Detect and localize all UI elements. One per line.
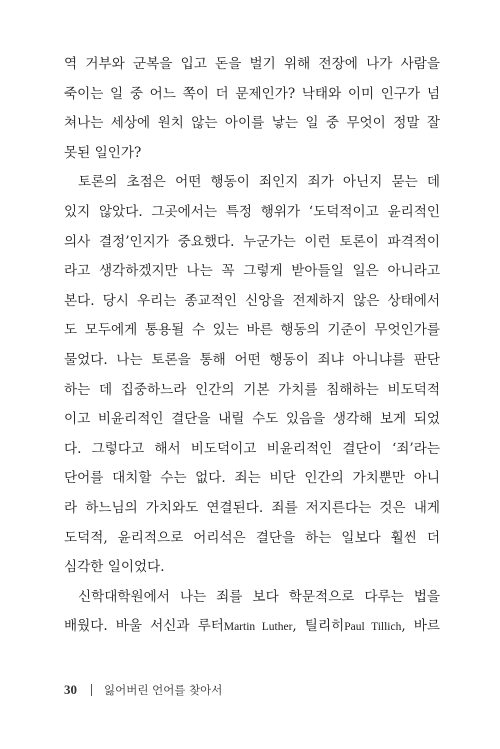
text-line: 단어를 대치할 수는 없다. 죄는 비단 인간의 가치뿐만 아니 [64,470,440,487]
text-line: 물었다. 나는 토론을 통해 어떤 행동이 죄냐 아니냐를 판단 [64,351,440,368]
text-line: 하는 데 집중하느라 인간의 기본 가치를 침해하는 비도덕적 [64,381,440,398]
text-line: 있지 않았다. 그곳에서는 특정 행위가 ‘도덕적이고 윤리적인 [64,203,440,220]
text-line: 도 모두에게 통용될 수 있는 바른 행동의 기준이 무엇인가를 [64,322,440,339]
latin-name: Paul Tillich [344,621,402,634]
paragraph-1 [64,50,440,168]
footer-divider [91,684,92,696]
latin-name: Martin Luther [223,621,293,634]
text-line: 쳐나는 세상에 원치 않는 아이를 낳는 일 중 무엇이 정말 잘 [64,115,440,132]
text-line: 라고 생각하겠지만 나는 꼭 그렇게 받아들일 일은 아니라고 [64,263,440,280]
text-line: 본다. 당시 우리는 종교적인 신앙을 전제하지 않은 상태에서 [64,292,440,309]
text-line: 의사 결정’인지가 중요했다. 누군가는 이런 토론이 파격적이 [64,233,440,250]
text-line: 라 하느님의 가치와도 연결된다. 죄를 저지른다는 것은 내게 [64,499,440,516]
text-line: 죽이는 일 중 어느 쪽이 더 문제인가? 낙태와 이미 인구가 넘 [64,85,440,102]
text-fragment: , 틸리히 [292,618,345,635]
text-line: 역 거부와 군복을 입고 돈을 벌기 위해 전장에 나가 사람을 [64,56,440,72]
paragraph-3 [64,583,440,642]
text-line: 다. 그렇다고 해서 비도덕이고 비윤리적인 결단이 ‘죄’라는 [64,440,440,457]
text-line [64,612,440,642]
running-title: 잃어버린 언어를 찾아서 [104,683,223,697]
text-line: 신학대학원에서 나는 죄를 보다 학문적으로 다루는 법을 [78,588,440,605]
text-fragment: 배웠다. 바울 서신과 루터 [64,618,224,635]
page-footer [64,680,222,700]
text-line: 못된 일인가? [64,144,142,161]
text-fragment: , 바르 [401,618,440,635]
page-number: 30 [64,682,77,697]
text-line: 토론의 초점은 어떤 행동이 죄인지 죄가 아닌지 묻는 데 [78,174,440,191]
text-line: 도덕적, 윤리적으로 어리석은 결단을 하는 일보다 훨씬 더 [64,529,440,546]
paragraph-2 [64,168,440,582]
body-text [64,50,440,642]
text-line: 이고 비윤리적인 결단을 내릴 수도 있음을 생각해 보게 되었 [64,411,440,428]
text-line: 심각한 일이었다. [64,559,165,576]
